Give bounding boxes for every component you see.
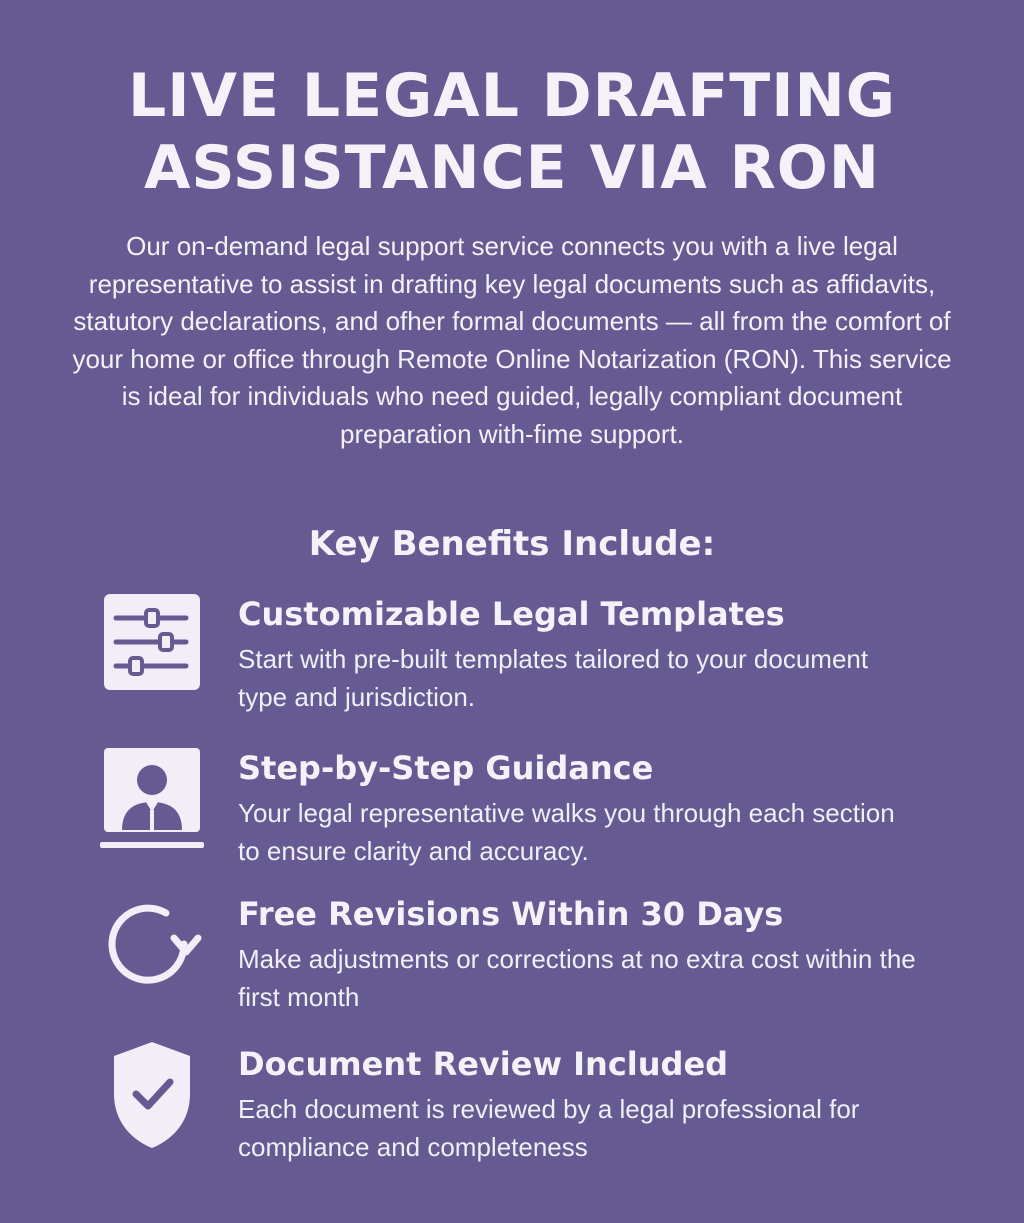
shield-check-icon [100,1042,210,1152]
benefit-title: Free Revisions Within 30 Days [238,895,784,933]
title-line-2: ASSISTANCE VIA RON [143,133,881,203]
page-title [0,60,1024,204]
intro-paragraph: Our on-demand legal support service connects you with a live legal representative to assist in drafting key legal documents such as affidavits, statutory declarations, and ofher formal documents — all from the comfort of your home or office through Remote Online Notarization (RON). This service is ideal for individuals who need guided, legally compliant document preparation with-fime support. [72,231,952,449]
benefit-item-review [100,1042,960,1182]
benefit-title: Customizable Legal Templates [238,595,785,633]
benefit-description: Start with pre-built templates tailored to your document type and jurisdiction. [238,644,869,712]
benefit-description: Make adjustments or corrections at no extra cost within the first month [238,944,916,1012]
benefit-description: Each document is reviewed by a legal professional for compliance and completeness [238,1094,860,1162]
sliders-icon [100,592,210,702]
benefit-item-revisions [100,892,960,1032]
benefit-title: Document Review Included [238,1045,729,1083]
benefit-title: Step-by-Step Guidance [238,749,654,787]
benefit-item-templates [100,592,960,732]
refresh-icon [100,892,210,1002]
benefits-heading: Key Benefits Include: [308,524,716,564]
benefit-item-guidance [100,746,960,886]
title-line-1: LIVE LEGAL DRAFTING [127,61,897,131]
representative-icon [100,746,210,856]
benefit-description: Your legal representative walks you through each section to ensure clarity and accuracy. [238,798,895,866]
